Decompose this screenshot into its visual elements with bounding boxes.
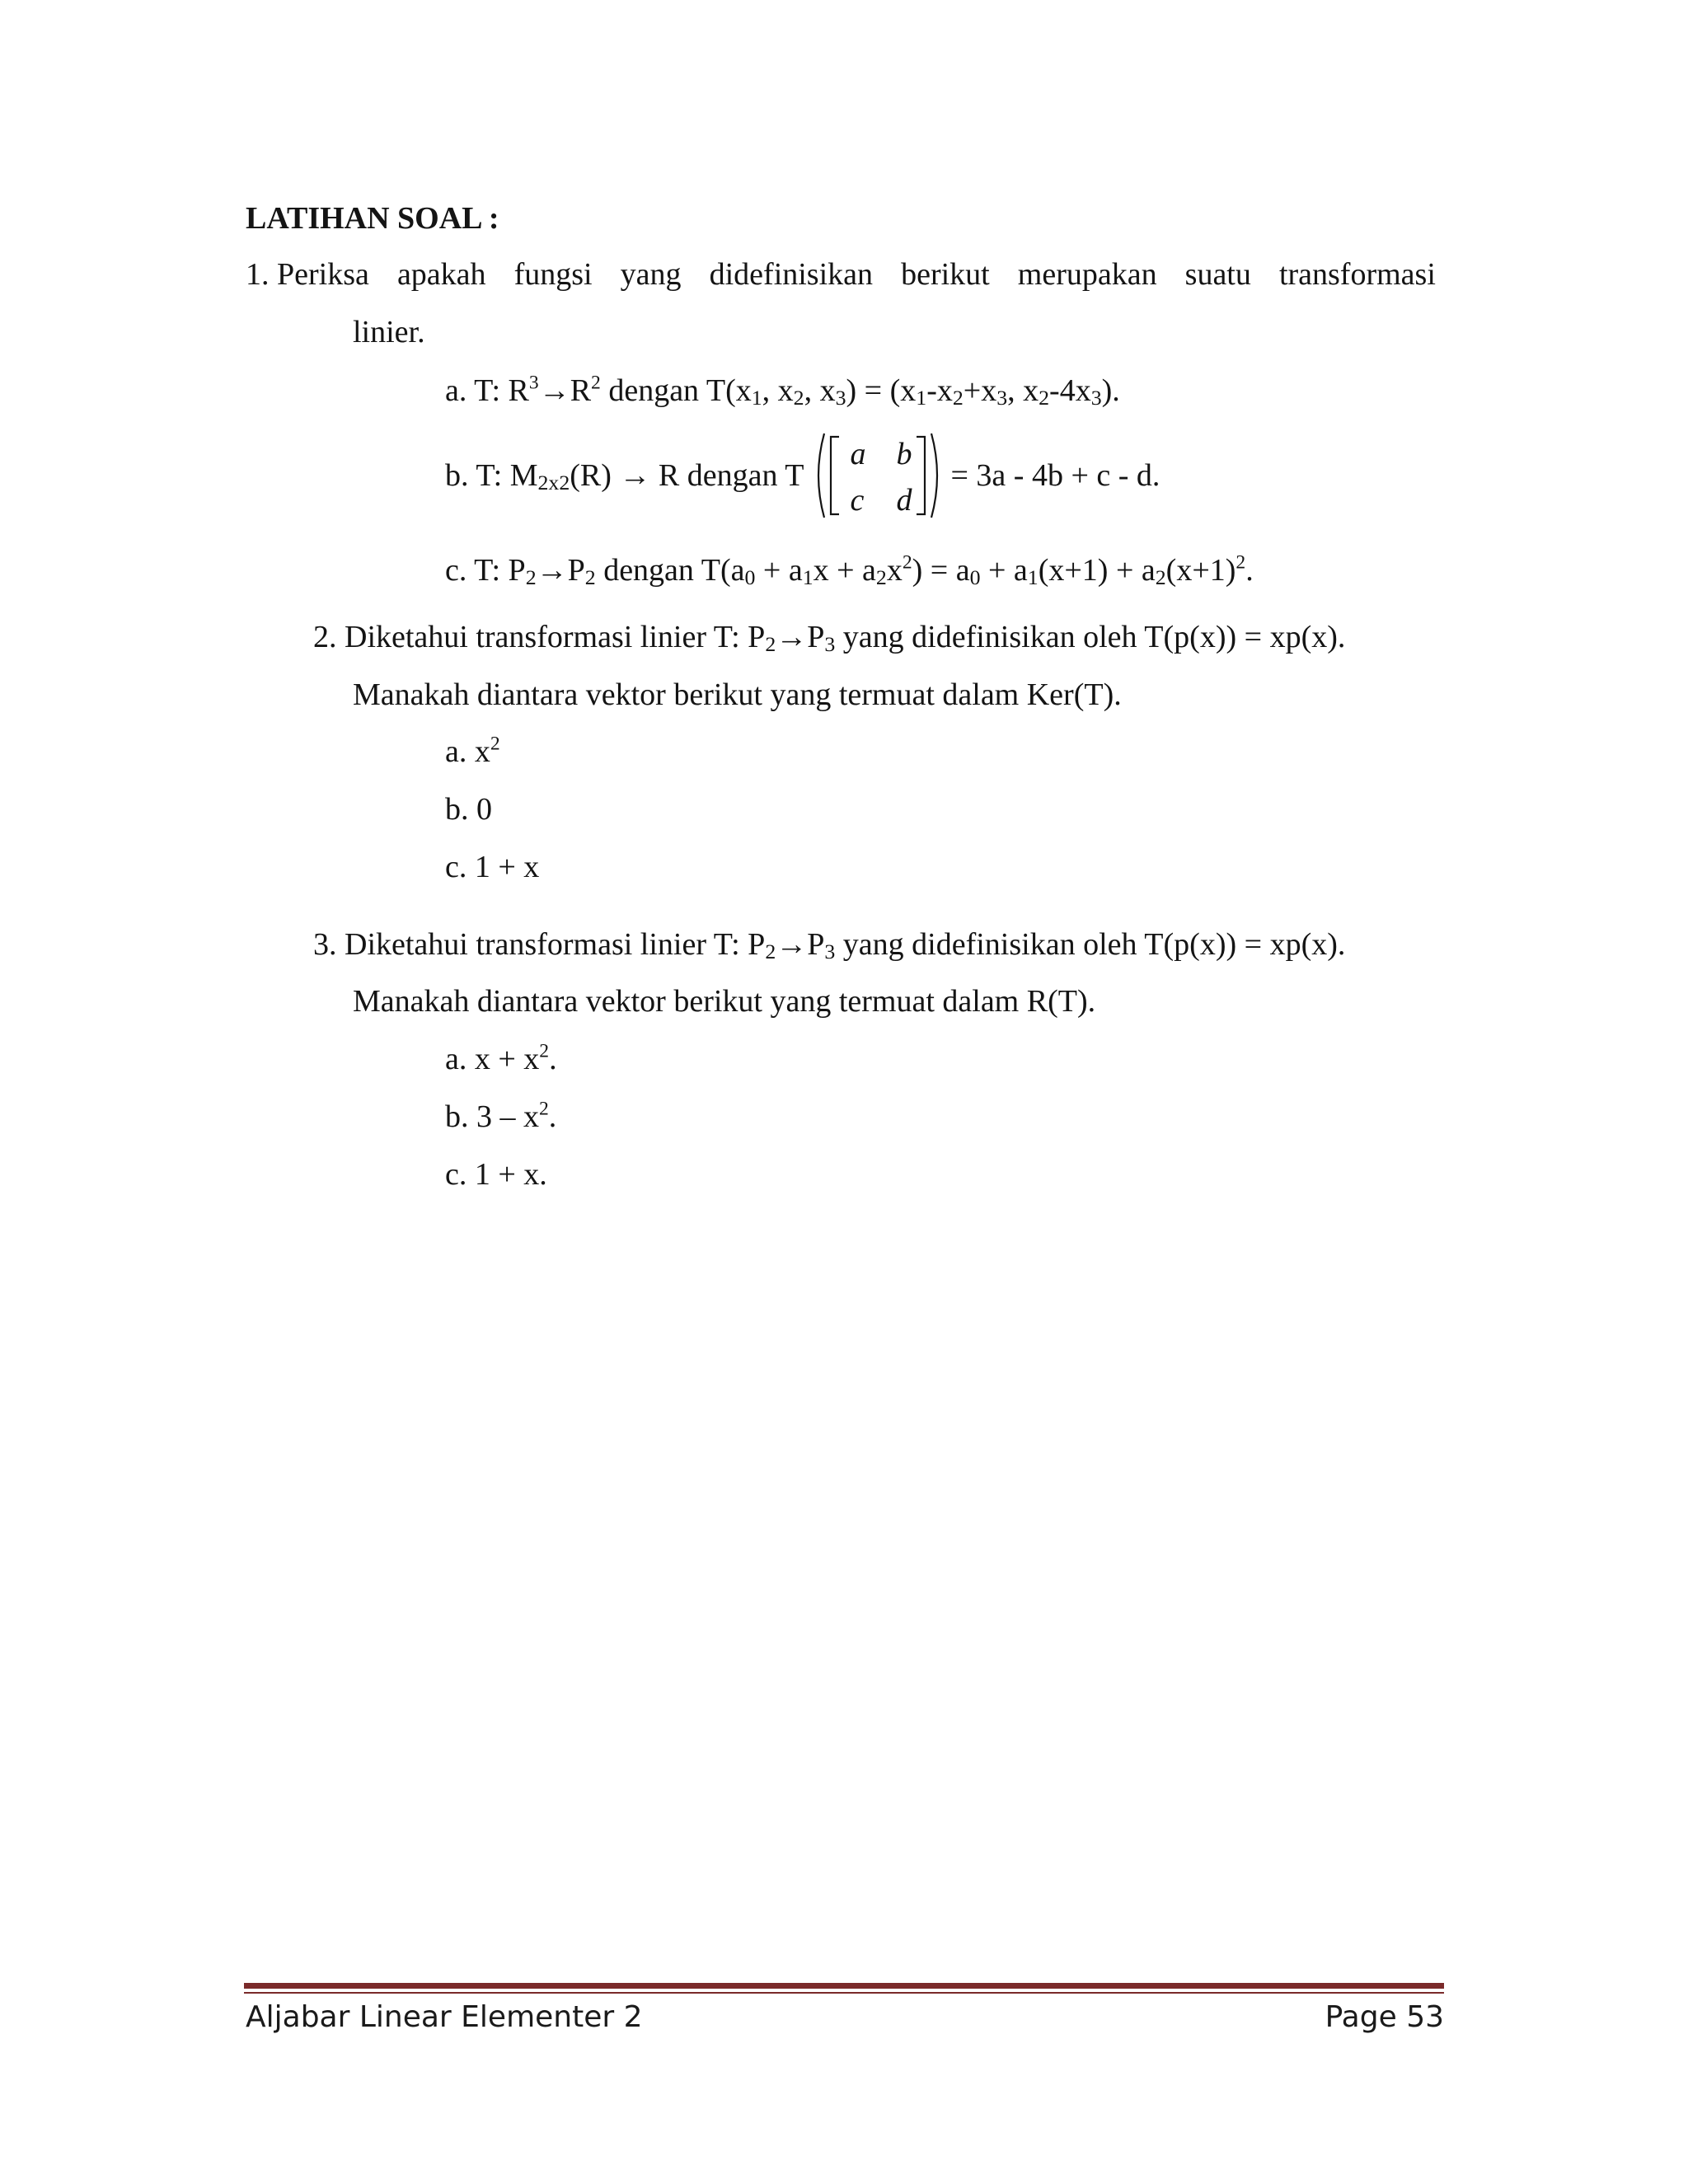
q1b-result: = 3a - 4b + c - d. [950,458,1160,493]
q1-word: yang [620,257,682,292]
q1-word: berikut [901,257,990,292]
section-heading: LATIHAN SOAL : [246,201,499,236]
question-2b: b. 0 [445,792,492,827]
question-3-line-2: Manakah diantara vektor berikut yang termuat dalam R(T). [353,984,1096,1019]
matrix-cell-c: c [850,483,865,518]
q1-number-word: 1. Periksa [246,257,369,292]
question-3a: a. $x + x^2$. [445,1040,557,1076]
q1-word: merupakan [1017,257,1157,292]
question-1-line-2: linier. [353,315,425,349]
q1-word: fungsi [513,257,593,292]
matrix-argument [809,430,946,521]
question-3-line-1: 3. Diketahui transformasi linier T: $P_2\to P_3$ yang didefinisikan oleh T(p(x)) = xp(x). [313,927,1346,964]
footer-book-title: Aljabar Linear Elementer 2 [246,2000,643,2034]
footer-rule-thin [244,1992,1444,1994]
matrix-cell-b: b [896,437,912,471]
question-1a: a. T: $R^3\to R^2$ dengan $T(x_1$, $x_2$, $x_3) = (x_1-x_2+x_3$, $x_2-4x_3$). [445,372,1120,410]
q1-word: suatu [1184,257,1251,292]
matrix-brackets [809,430,946,521]
question-2-line-1: 2. Diketahui transformasi linier T: $P_2\to P_3$ yang didefinisikan oleh T(p(x)) = xp(x). [313,620,1346,657]
question-2a: a. $x^2$ [445,733,500,769]
footer-rule-thick [244,1983,1444,1989]
question-2c: c. 1 + x [445,850,540,884]
q1b-prefix: b. T: $M_{2x2}(R) \to R$ dengan T [445,458,804,495]
question-2-line-2: Manakah diantara vektor berikut yang termuat dalam Ker(T). [353,677,1122,712]
q1-word: didefinisikan [709,257,874,292]
question-3c: c. 1 + x. [445,1157,547,1192]
matrix-cell-a: a [850,437,866,471]
question-3b: b. $3 - x^2$. [445,1098,557,1134]
question-1c: c. T: $P_2\to P_2$ dengan $T(a_0 + a_1x + a_2x^2) = a_0 + a_1(x+1) + a_2(x+1)^2$. [445,551,1254,590]
question-1-line-1 [246,259,1436,290]
q1-word: apakah [396,257,486,292]
matrix-cell-d: d [896,483,912,518]
question-1b [445,430,1160,521]
q1-word: transformasi [1278,257,1436,292]
footer-page-number: Page 53 [1325,2000,1444,2034]
